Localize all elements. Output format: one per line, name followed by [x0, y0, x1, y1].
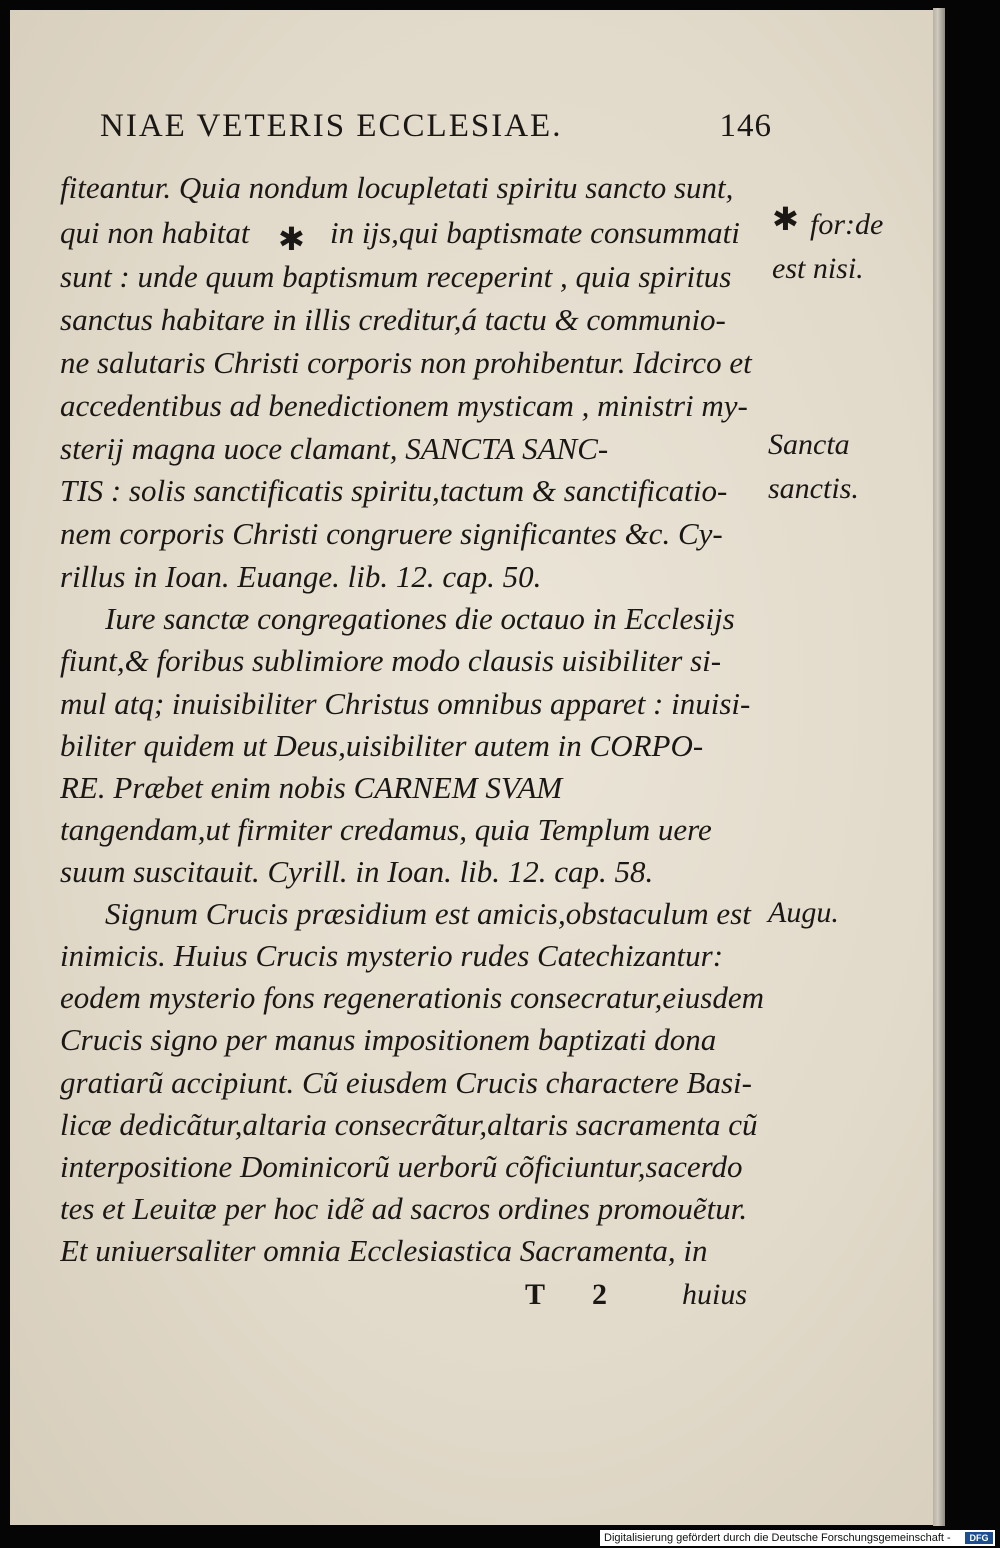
text-line: inimicis. Huius Crucis mysterio rudes Catechizantur: — [60, 938, 724, 973]
text-line: rillus in Ioan. Euange. lib. 12. cap. 50. — [60, 559, 542, 594]
signature-mark: T — [525, 1278, 546, 1311]
text-line: nem corporis Christi congruere significantes &c. Cy- — [60, 516, 723, 551]
marginal-note: Augu. — [768, 896, 839, 929]
text-line: mul atq; inuisibiliter Christus omnibus apparet : inuisi- — [60, 686, 751, 721]
funding-notice: Digitalisierung gefördert durch die Deutsche Forschungsgemeinschaft - — [604, 1532, 951, 1544]
marginal-note: for:de — [810, 208, 884, 241]
book-page — [10, 10, 945, 1525]
catchword: huius — [682, 1278, 748, 1311]
text-line: Iure sanctæ congregationes die octauo in Ecclesijs — [105, 601, 735, 636]
text-line: eodem mysterio fons regenerationis consecratur,eiusdem — [60, 980, 764, 1015]
text-line: in ijs,qui baptismate consummati — [330, 215, 740, 250]
digitization-footer — [600, 1530, 995, 1546]
text-line: fiunt,& foribus sublimiore modo clausis uisibiliter si- — [60, 643, 722, 678]
dfg-logo: DFG — [965, 1532, 993, 1544]
text-line: suum suscitauit. Cyrill. in Ioan. lib. 12. cap. 58. — [60, 854, 654, 889]
text-line: tangendam,ut firmiter credamus, quia Templum uere — [60, 812, 712, 847]
text-line: Signum Crucis præsidium est amicis,obstaculum est — [105, 896, 751, 931]
text-line: Crucis signo per manus impositionem baptizati dona — [60, 1022, 717, 1057]
marginal-note: sanctis. — [768, 472, 859, 505]
text-line: biliter quidem ut Deus,uisibiliter autem in CORPO- — [60, 728, 704, 763]
text-line: gratiarũ accipiunt. Cũ eiusdem Crucis charactere Basi- — [60, 1065, 752, 1100]
page-number: 146 — [719, 108, 772, 144]
text-line: tes et Leuitæ per hoc idẽ ad sacros ordines promouẽtur. — [60, 1191, 748, 1226]
marginal-asterisk-mark: ✱ — [772, 200, 799, 238]
text-line: sterij magna uoce clamant, SANCTA SANC- — [60, 431, 609, 466]
page-header — [100, 108, 780, 168]
text-line: sunt : unde quum baptismum receperint , quia spiritus — [60, 259, 732, 294]
text-line: TIS : solis sanctificatis spiritu,tactum & sanctificatio- — [60, 473, 728, 508]
text-line: fiteantur. Quia nondum locupletati spiritu sancto sunt, — [60, 170, 734, 205]
page-edge — [933, 8, 945, 1526]
text-line: qui non habitat — [60, 215, 250, 250]
marginal-note: est nisi. — [772, 252, 864, 285]
asterisk-reference-mark: ✱ — [278, 220, 305, 258]
signature-number: 2 — [592, 1278, 607, 1311]
text-line: licæ dedicãtur,altaria consecrãtur,altaris sacramenta cũ — [60, 1107, 758, 1142]
text-line: accedentibus ad benedictionem mysticam , ministri my- — [60, 388, 748, 423]
text-line: RE. Præbet enim nobis CARNEM SVAM — [60, 770, 563, 805]
text-line: ne salutaris Christi corporis non prohibentur. Idcirco et — [60, 345, 752, 380]
running-title: NIAE VETERIS ECCLESIAE. — [100, 108, 563, 144]
text-line: sanctus habitare in illis creditur,á tactu & communio- — [60, 302, 726, 337]
text-line: Et uniuersaliter omnia Ecclesiastica Sacramenta, in — [60, 1233, 708, 1268]
text-line: interpositione Dominicorũ uerborũ cõficiuntur,sacerdo — [60, 1149, 743, 1184]
marginal-note: Sancta — [768, 428, 850, 461]
